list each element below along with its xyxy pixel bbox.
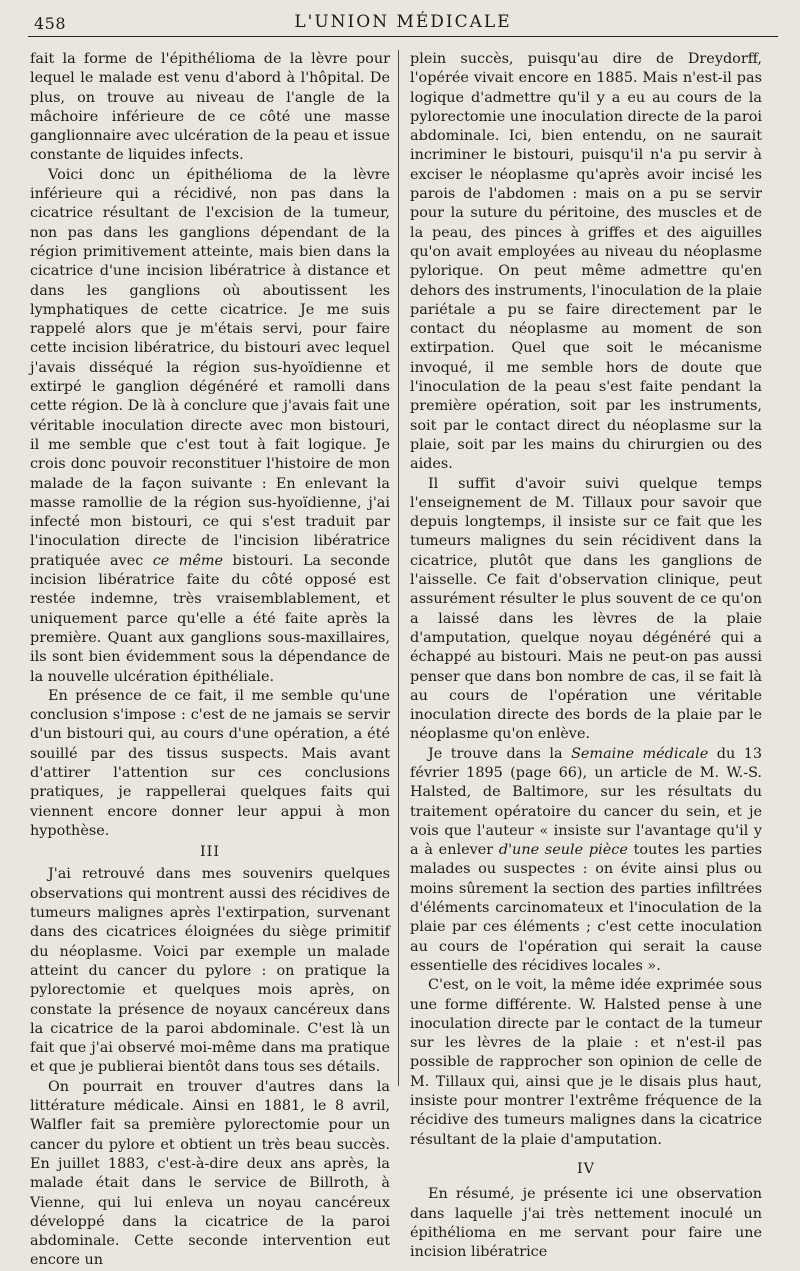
paragraph: Voici donc un épithélioma de la lèvre inférieure qui a récidivé, non pas dans la cicatrice résultant de l'excision de la tumeur, non pas dans les ganglions dépendant de la région primitivement atteinte, mais bien dans la cicatrice d'une incision libératrice à distance et dans les ganglions où aboutissent les lymphatiques de cette cicatrice. Je me suis rappelé alors que je m'étais servi, pour faire cette incision libératrice, du bistouri avec lequel j'avais disséqué la région sus-hyoïdienne et extirpé le ganglion dégénéré et ramolli dans cette région. De là à conclure que j'avais fait une véritable inoculation directe avec mon bistouri, il me semble que c'est tout à fait logique. Je crois donc pouvoir reconstituer l'histoire de mon malade de la façon suivante : En enlevant la masse ramollie de la région sus-hyoïdienne, j'ai infecté mon bistouri, ce qui s'est traduit par l'inoculation directe de l'incision libératrice pratiquée avec ce même bistouri. La seconde incision libératrice faite du côté opposé est restée indemne, très vraisemblablement, et uniquement parce qu'elle a été faite après la première. Quant aux ganglions sous-maxillaires, ils sont bien évidemment sous la dépendance de la nouvelle ulcération épithéliale. [30,166,391,685]
paragraph: On pourrait en trouver d'autres dans la littérature médicale. Ainsi en 1881, le 8 avril, Walfler fait sa première pylorectomie pour un cancer du pylore et obtient un très beau succès. En juillet 1883, c'est-à-dire deux ans après, la malade était dans le service de Billroth, à Vienne, qui lui enleva un noyau cancéreux développé dans la cicatrice de la paroi abdominale. Cette seconde intervention eut encore un [30,1078,390,1269]
column-divider [398,50,399,1086]
emphasis: Semaine médicale [571,745,709,762]
emphasis: d'une seule pièce [498,842,628,859]
page-header [28,8,778,37]
paragraph: Il suffit d'avoir suivi quelque temps l'enseignement de M. Tillaux pour savoir que depuis longtemps, il insiste sur ce fait que les tumeurs malignes du sein récidivent dans la cicatrice, plutôt que dans les ganglions de l'aisselle. Ce fait d'observation clinique, peut assurément résulter le plus souvent de ce qu'on a laissé dans les lèvres de la plaie d'amputation, quelque noyau dégénéré qui a échappé au bistouri. Mais ne peut-on pas aussi penser que dans bon nombre de cas, il se fait là au cours de l'opération une véritable inoculation directe des bords de la plaie par le néoplasme qu'on enlève. [410,475,762,743]
section-number: III [199,844,221,861]
section-number: IV [576,1160,596,1177]
journal-title: L'UNION MÉDICALE [294,12,512,32]
paragraph: plein succès, puisqu'au dire de Dreydorff, l'opérée vivait encore en 1885. Mais n'est-il pas logique d'admettre qu'il y a eu au cours de la pylorectomie une inoculation directe de la paroi abdominale. Ici, bien entendu, on ne saurait incriminer le bistouri, puisqu'il n'a pu servir à exciser le néoplasme qu'après avoir incisé les parois de l'abdomen : mais on a pu se servir pour la suture du péritoine, des muscles et de la peau, des pinces à griffes et des aiguilles qu'on avait employées au niveau du néoplasme pylorique. On peut même admettre qu'en dehors des instruments, l'inoculation de la plaie pariétale a pu se faire directement par le contact du néoplasme au moment de son extirpation. Quel que soit le mécanisme invoqué, il me semble hors de doute que l'inoculation de la peau s'est faite pendant la première opération, soit par les instruments, soit par le contact direct du néoplasme sur la plaie, soit par les mains du chirurgien ou des aides. [410,51,762,473]
paragraph: En résumé, je présente ici une observation dans laquelle j'ai très nettement inoculé un épithélioma en me servant pour faire une incision libératrice [410,1186,762,1261]
emphasis: ce même [152,552,224,569]
paragraph: Je trouve dans la Semaine médicale du 13 février 1895 (page 66), un article de M. W.-S. Halsted, de Baltimore, sur les résultats du traitement opératoire du cancer du sein, et je vois que l'auteur « insiste sur l'avantage qu'il y a à enlever d'une seule pièce toutes les parties malades ou suspectes : on évite ainsi plus ou moins sûrement la section des parties infiltrées d'éléments carcinomateux et l'inoculation de la plaie par ces éléments ; c'est cette inoculation au cours de l'opération qui serait la cause essentielle des récidives locales ». [410,745,763,974]
page-number: 458 [34,14,67,33]
paragraph: fait la forme de l'épithélioma de la lèvre pour lequel le malade est venu d'abord à l'hôpital. De plus, on trouve au niveau de l'angle de la mâchoire inférieure de ce côté une masse ganglionnaire avec ulcération de la peau et issue constante de liquides infects. [30,51,390,164]
paragraph: En présence de ce fait, il me semble qu'une conclusion s'impose : c'est de ne jamais se servir d'un bistouri qui, au cours d'une opération, a été souillé par des tissus suspects. Mais avant d'attirer l'attention sur ces conclusions pratiques, je rappellerai quelques faits qui viennent encore donner leur appui à mon hypothèse. [30,687,390,839]
left-column [30,50,390,1271]
paragraph: C'est, on le voit, la même idée exprimée sous une forme différente. W. Halsted pense à une inoculation directe par le contact de la tumeur sur les lèvres de la plaie : et n'est-il pas possible de rapprocher son opinion de celle de M. Tillaux qui, ainsi que je le disais plus haut, insiste pour montrer l'extrême fréquence de la récidive des tumeurs malignes dans la cicatrice résultant de la plaie d'amputation. [410,977,762,1148]
paragraph: J'ai retrouvé dans mes souvenirs quelques observations qui montrent aussi des récidives de tumeurs malignes après l'extirpation, survenant dans des cicatrices éloignées du siège primitif du néoplasme. Voici par exemple un malade atteint du cancer du pylore : on pratique la pylorectomie et quelques mois après, on constate la présence de noyaux cancéreux dans la cicatrice de la paroi abdominale. C'est là un fait que j'ai observé moi-même dans ma pratique et que je publierai bientôt dans tous ses détails. [30,866,390,1076]
right-column [410,50,762,1262]
